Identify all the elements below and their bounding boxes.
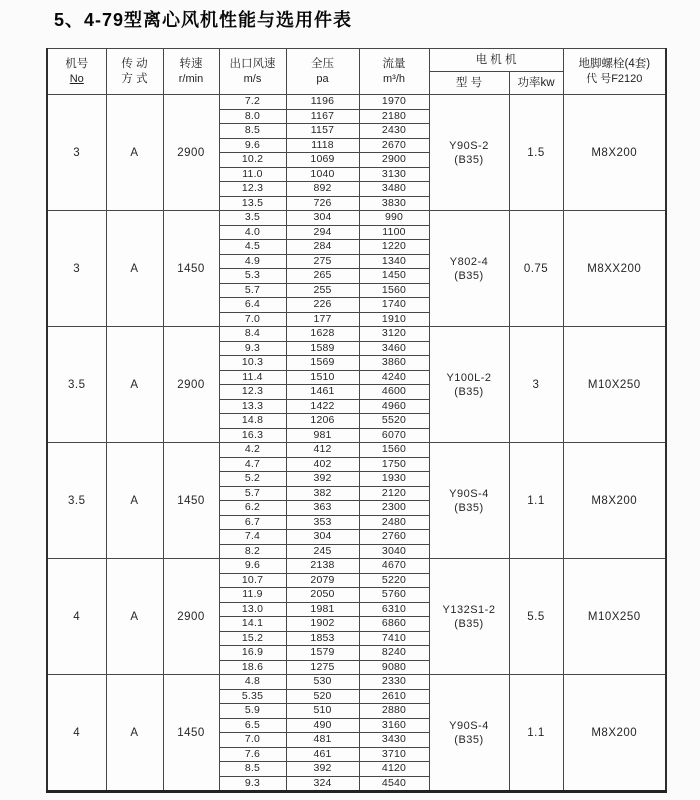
motor-model-cell xyxy=(429,211,509,327)
flow-cell: 4240 xyxy=(359,370,429,385)
pressure-cell: 382 xyxy=(286,486,359,501)
pressure-cell: 1157 xyxy=(286,124,359,139)
flow-cell: 990 xyxy=(359,211,429,226)
pressure-cell: 304 xyxy=(286,530,359,545)
pressure-cell: 255 xyxy=(286,283,359,298)
outlet-velocity-unit: m/s xyxy=(243,72,262,85)
outlet-velocity-cell: 16.3 xyxy=(219,428,286,443)
table-row xyxy=(47,211,666,226)
pressure-cell: 1118 xyxy=(286,138,359,153)
flow-cell: 5220 xyxy=(359,573,429,588)
flow-cell: 4600 xyxy=(359,385,429,400)
outlet-velocity-cell: 4.0 xyxy=(219,225,286,240)
flow-cell: 1970 xyxy=(359,95,429,110)
flow-label: 流量 xyxy=(382,57,406,70)
pressure-cell: 510 xyxy=(286,704,359,719)
fan-block xyxy=(47,211,666,327)
pressure-cell: 520 xyxy=(286,689,359,704)
flow-cell: 2880 xyxy=(359,704,429,719)
fan-no-cell: 4 xyxy=(47,559,106,675)
pressure-cell: 1069 xyxy=(286,153,359,168)
pressure-cell: 1167 xyxy=(286,109,359,124)
pressure-cell: 1196 xyxy=(286,95,359,110)
table-row xyxy=(47,559,666,574)
pressure-cell: 1206 xyxy=(286,414,359,429)
flow-cell: 7410 xyxy=(359,631,429,646)
pressure-cell: 363 xyxy=(286,501,359,516)
motor-frame-text: (B35) xyxy=(454,385,484,398)
fan-no-cell: 4 xyxy=(47,675,106,792)
table-row xyxy=(47,327,666,342)
flow-cell: 4670 xyxy=(359,559,429,574)
outlet-velocity-cell: 5.2 xyxy=(219,472,286,487)
outlet-velocity-cell: 10.3 xyxy=(219,356,286,371)
fan-no-unit: No xyxy=(69,72,84,85)
motor-model-cell xyxy=(429,95,509,211)
outlet-velocity-cell: 6.7 xyxy=(219,515,286,530)
speed-cell: 2900 xyxy=(163,559,219,675)
fan-block xyxy=(47,559,666,675)
flow-cell: 3040 xyxy=(359,544,429,559)
outlet-velocity-cell: 12.3 xyxy=(219,385,286,400)
flow-cell: 2610 xyxy=(359,689,429,704)
flow-cell: 3460 xyxy=(359,341,429,356)
flow-cell: 1930 xyxy=(359,472,429,487)
pressure-label: 全压 xyxy=(311,57,334,70)
outlet-velocity-cell: 6.4 xyxy=(219,298,286,313)
fan-no-cell: 3 xyxy=(47,95,106,211)
fan-no-cell: 3.5 xyxy=(47,327,106,443)
speed-cell: 2900 xyxy=(163,95,219,211)
flow-cell: 3830 xyxy=(359,196,429,211)
motor-power-cell: 3 xyxy=(509,327,563,443)
pressure-cell: 294 xyxy=(286,225,359,240)
motor-model-cell xyxy=(429,443,509,559)
outlet-velocity-cell: 6.2 xyxy=(219,501,286,516)
pressure-cell: 245 xyxy=(286,544,359,559)
outlet-velocity-cell: 9.6 xyxy=(219,138,286,153)
outlet-velocity-cell: 10.7 xyxy=(219,573,286,588)
drive-mode-cell: A xyxy=(106,443,163,559)
flow-cell: 1750 xyxy=(359,457,429,472)
pressure-cell: 530 xyxy=(286,675,359,690)
motor-model-text: Y90S-4 xyxy=(449,719,489,732)
motor-model-text: Y100L-2 xyxy=(446,371,492,384)
outlet-velocity-cell: 7.4 xyxy=(219,530,286,545)
pressure-cell: 1275 xyxy=(286,660,359,675)
pressure-cell: 177 xyxy=(286,312,359,327)
flow-cell: 4540 xyxy=(359,776,429,792)
outlet-velocity-cell: 5.7 xyxy=(219,283,286,298)
outlet-velocity-cell: 4.7 xyxy=(219,457,286,472)
bolt-code-cell: M10X250 xyxy=(563,559,666,675)
outlet-velocity-cell: 8.5 xyxy=(219,762,286,777)
flow-cell: 5760 xyxy=(359,588,429,603)
motor-model-text: Y90S-2 xyxy=(449,139,489,152)
outlet-velocity-cell: 7.6 xyxy=(219,747,286,762)
pressure-unit: pa xyxy=(316,72,329,85)
col-header-fan-no xyxy=(47,49,106,95)
outlet-velocity-cell: 4.9 xyxy=(219,254,286,269)
col-header-motor-power: 功率kw xyxy=(509,72,563,95)
drive-mode-cell: A xyxy=(106,327,163,443)
pressure-cell: 481 xyxy=(286,733,359,748)
bolt-code-cell: M8XX200 xyxy=(563,211,666,327)
pressure-cell: 1589 xyxy=(286,341,359,356)
motor-power-cell: 5.5 xyxy=(509,559,563,675)
flow-cell: 6070 xyxy=(359,428,429,443)
outlet-velocity-cell: 8.4 xyxy=(219,327,286,342)
drive-label-line1: 传 动 xyxy=(121,57,148,70)
speed-label: 转速 xyxy=(179,57,203,70)
page-title: 5、4-79型离心风机性能与选用件表 xyxy=(54,10,353,30)
bolt-code-cell: M8X200 xyxy=(563,675,666,792)
flow-cell: 2760 xyxy=(359,530,429,545)
pressure-cell: 304 xyxy=(286,211,359,226)
pressure-cell: 324 xyxy=(286,776,359,792)
pressure-cell: 1569 xyxy=(286,356,359,371)
flow-cell: 9080 xyxy=(359,660,429,675)
drive-label-line2: 方 式 xyxy=(121,72,148,85)
motor-power-cell: 1.1 xyxy=(509,675,563,792)
outlet-velocity-cell: 11.4 xyxy=(219,370,286,385)
outlet-velocity-cell: 12.3 xyxy=(219,182,286,197)
outlet-velocity-cell: 5.35 xyxy=(219,689,286,704)
outlet-velocity-cell: 18.6 xyxy=(219,660,286,675)
speed-cell: 1450 xyxy=(163,211,219,327)
pressure-cell: 265 xyxy=(286,269,359,284)
flow-cell: 2430 xyxy=(359,124,429,139)
header-row-1 xyxy=(47,49,666,72)
flow-cell: 3160 xyxy=(359,718,429,733)
pressure-cell: 981 xyxy=(286,428,359,443)
outlet-velocity-cell: 5.3 xyxy=(219,269,286,284)
col-header-pressure xyxy=(286,49,359,95)
flow-cell: 3480 xyxy=(359,182,429,197)
pressure-cell: 284 xyxy=(286,240,359,255)
flow-cell: 3430 xyxy=(359,733,429,748)
outlet-velocity-cell: 9.6 xyxy=(219,559,286,574)
motor-model-cell xyxy=(429,327,509,443)
drive-mode-cell: A xyxy=(106,95,163,211)
pressure-cell: 2079 xyxy=(286,573,359,588)
pressure-cell: 412 xyxy=(286,443,359,458)
bolt-label: 地脚螺栓(4套) xyxy=(578,57,651,70)
outlet-velocity-cell: 5.9 xyxy=(219,704,286,719)
motor-power-cell: 1.5 xyxy=(509,95,563,211)
flow-cell: 2900 xyxy=(359,153,429,168)
fan-no-label: 机号 xyxy=(65,57,89,70)
outlet-velocity-cell: 16.9 xyxy=(219,646,286,661)
speed-cell: 2900 xyxy=(163,327,219,443)
flow-cell: 1100 xyxy=(359,225,429,240)
pressure-cell: 353 xyxy=(286,515,359,530)
flow-cell: 1740 xyxy=(359,298,429,313)
flow-cell: 3860 xyxy=(359,356,429,371)
outlet-velocity-cell: 7.2 xyxy=(219,95,286,110)
pressure-cell: 1422 xyxy=(286,399,359,414)
outlet-velocity-cell: 13.3 xyxy=(219,399,286,414)
flow-cell: 6310 xyxy=(359,602,429,617)
flow-cell: 2300 xyxy=(359,501,429,516)
motor-model-text: Y132S1-2 xyxy=(442,603,496,616)
outlet-velocity-cell: 4.8 xyxy=(219,675,286,690)
fan-block xyxy=(47,443,666,559)
flow-cell: 2330 xyxy=(359,675,429,690)
flow-cell: 3130 xyxy=(359,167,429,182)
pressure-cell: 1628 xyxy=(286,327,359,342)
outlet-velocity-cell: 3.5 xyxy=(219,211,286,226)
flow-cell: 8240 xyxy=(359,646,429,661)
flow-cell: 4120 xyxy=(359,762,429,777)
col-header-flow xyxy=(359,49,429,95)
motor-power-cell: 0.75 xyxy=(509,211,563,327)
table-row xyxy=(47,95,666,110)
flow-unit: m³/h xyxy=(383,72,405,85)
speed-cell: 1450 xyxy=(163,675,219,792)
flow-cell: 1340 xyxy=(359,254,429,269)
pressure-cell: 392 xyxy=(286,472,359,487)
outlet-velocity-cell: 4.2 xyxy=(219,443,286,458)
pressure-cell: 892 xyxy=(286,182,359,197)
flow-cell: 2180 xyxy=(359,109,429,124)
col-header-motor-group: 电 机 机 xyxy=(429,49,563,72)
flow-cell: 4960 xyxy=(359,399,429,414)
motor-power-cell: 1.1 xyxy=(509,443,563,559)
outlet-velocity-cell: 4.5 xyxy=(219,240,286,255)
motor-frame-text: (B35) xyxy=(454,269,484,282)
table-row xyxy=(47,675,666,690)
col-header-bolt xyxy=(563,49,666,95)
pressure-cell: 1461 xyxy=(286,385,359,400)
outlet-velocity-cell: 13.5 xyxy=(219,196,286,211)
col-header-drive xyxy=(106,49,163,95)
outlet-velocity-cell: 7.0 xyxy=(219,733,286,748)
motor-frame-text: (B35) xyxy=(454,501,484,514)
outlet-velocity-cell: 8.5 xyxy=(219,124,286,139)
flow-cell: 1560 xyxy=(359,443,429,458)
outlet-velocity-cell: 6.5 xyxy=(219,718,286,733)
pressure-cell: 226 xyxy=(286,298,359,313)
flow-cell: 3120 xyxy=(359,327,429,342)
flow-cell: 2120 xyxy=(359,486,429,501)
outlet-velocity-label: 出口风速 xyxy=(229,57,276,70)
pressure-cell: 490 xyxy=(286,718,359,733)
outlet-velocity-cell: 9.3 xyxy=(219,341,286,356)
speed-cell: 1450 xyxy=(163,443,219,559)
fan-performance-table xyxy=(46,48,667,793)
pressure-cell: 1853 xyxy=(286,631,359,646)
flow-cell: 2480 xyxy=(359,515,429,530)
col-header-speed xyxy=(163,49,219,95)
pressure-cell: 2050 xyxy=(286,588,359,603)
pressure-cell: 402 xyxy=(286,457,359,472)
pressure-cell: 1902 xyxy=(286,617,359,632)
motor-frame-text: (B35) xyxy=(454,153,484,166)
motor-model-cell xyxy=(429,675,509,792)
fan-block xyxy=(47,95,666,211)
bolt-code-cell: M8X200 xyxy=(563,443,666,559)
drive-mode-cell: A xyxy=(106,559,163,675)
outlet-velocity-cell: 5.7 xyxy=(219,486,286,501)
col-header-outlet-velocity xyxy=(219,49,286,95)
outlet-velocity-cell: 15.2 xyxy=(219,631,286,646)
pressure-cell: 1040 xyxy=(286,167,359,182)
outlet-velocity-cell: 14.8 xyxy=(219,414,286,429)
drive-mode-cell: A xyxy=(106,675,163,792)
bolt-code-cell: M8X200 xyxy=(563,95,666,211)
flow-cell: 5520 xyxy=(359,414,429,429)
pressure-cell: 726 xyxy=(286,196,359,211)
flow-cell: 6860 xyxy=(359,617,429,632)
flow-cell: 1450 xyxy=(359,269,429,284)
fan-no-cell: 3.5 xyxy=(47,443,106,559)
flow-cell: 1910 xyxy=(359,312,429,327)
flow-cell: 2670 xyxy=(359,138,429,153)
col-header-motor-model: 型 号 xyxy=(429,72,509,95)
table-row xyxy=(47,443,666,458)
flow-cell: 3710 xyxy=(359,747,429,762)
pressure-cell: 1579 xyxy=(286,646,359,661)
outlet-velocity-cell: 14.1 xyxy=(219,617,286,632)
pressure-cell: 1510 xyxy=(286,370,359,385)
outlet-velocity-cell: 9.3 xyxy=(219,776,286,792)
flow-cell: 1220 xyxy=(359,240,429,255)
drive-mode-cell: A xyxy=(106,211,163,327)
motor-model-text: Y90S-4 xyxy=(449,487,489,500)
table-header xyxy=(47,49,666,95)
fan-no-cell: 3 xyxy=(47,211,106,327)
pressure-cell: 275 xyxy=(286,254,359,269)
motor-frame-text: (B35) xyxy=(454,733,484,746)
fan-block xyxy=(47,675,666,792)
fan-block xyxy=(47,327,666,443)
outlet-velocity-cell: 13.0 xyxy=(219,602,286,617)
pressure-cell: 1981 xyxy=(286,602,359,617)
motor-model-cell xyxy=(429,559,509,675)
speed-unit: r/min xyxy=(178,72,204,85)
bolt-code-cell: M10X250 xyxy=(563,327,666,443)
flow-cell: 1560 xyxy=(359,283,429,298)
motor-model-text: Y802-4 xyxy=(449,255,489,268)
bolt-code-label: 代 号F2120 xyxy=(586,72,643,85)
outlet-velocity-cell: 10.2 xyxy=(219,153,286,168)
outlet-velocity-cell: 7.0 xyxy=(219,312,286,327)
outlet-velocity-cell: 11.0 xyxy=(219,167,286,182)
outlet-velocity-cell: 8.2 xyxy=(219,544,286,559)
outlet-velocity-cell: 11.9 xyxy=(219,588,286,603)
outlet-velocity-cell: 8.0 xyxy=(219,109,286,124)
pressure-cell: 2138 xyxy=(286,559,359,574)
pressure-cell: 461 xyxy=(286,747,359,762)
pressure-cell: 392 xyxy=(286,762,359,777)
motor-frame-text: (B35) xyxy=(454,617,484,630)
